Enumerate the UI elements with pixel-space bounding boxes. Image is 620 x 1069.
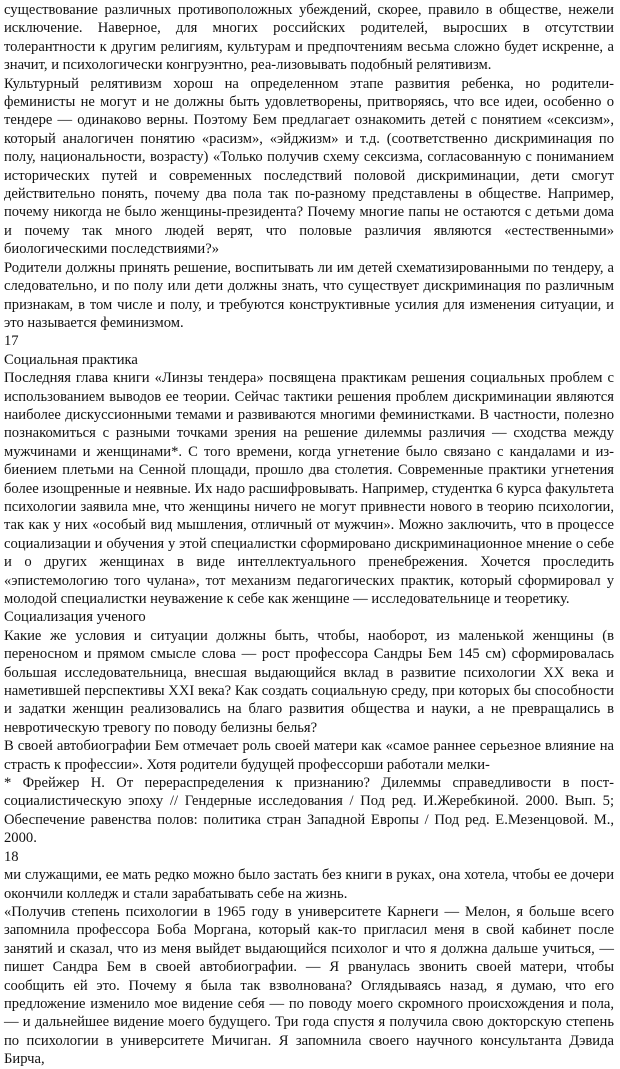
- paragraph-quote-degree: «Получив степень психологии в 1965 году в университете Карнеги — Мелон, я больше всего запомнила профессора Боба Моргана, который как-то пригласил меня в свой кабинет после занятий и сказал, что из меня выйдет выдающийся психолог и что я должна дальше учиться, — пишет Сандра Бем в своей автобиографии. — Я рванулась звонить своей матери, чтобы сообщить ей это. Почему я была так взволнована? Оглядываясь назад, я думаю, что его предложение изменило мое видение себя — по поводу моего скромного происхождения и пола, — и дальнейшее видение моего будущего. Три года спустя я получила свою докторскую степень по психологии в университете Мичиган. Я запомнила своего научного консультанта Дэвида Бирча,: [4, 903, 614, 1068]
- section-heading-social-practice: Социальная практика: [4, 351, 138, 368]
- page-number-18: 18: [4, 848, 19, 865]
- paragraph-last-chapter: Последняя глава книги «Линзы тендера» посвящена практикам решения социальных проблем с использованием выводов ее теории. Сейчас тактики решения проблем дискриминации являются наиболее дискуссионными темами и развиваются многими феминистками. В частности, полезно познакомиться с разными точками зрения на решение дилеммы различия — сходства между мужчинами и женщинами*. С того времени, когда угнетение было связано с кандалами и из-биением плетьми на Сенной площади, прошло два столетия. Современные практики угнетения более изощренные и неявные. Их надо расшифровывать. Например, студентка 6 курса факультета психологии заявила мне, что женщины ничего не могут привнести нового в теорию психологии, так как у них «особый вид мышления, отличный от мужчин». Можно заключить, что в процессе социализации и обучения у этой специалистки сформировано дискриминационное мнение о себе и о других женщинах в виде интеллектуального пренебрежения. Хочется проследить «эпистемологию того чулана», тот механизм педагогических практик, который сформировал у молодой специалистки неуважение к себе как женщине — исследовательнице и теоретику.: [4, 370, 614, 607]
- paragraph-autobiography-mother: В своей автобиографии Бем отмечает роль своей матери как «самое раннее серьезное влияние на страсть к профессии». Хотя родители будущей профессорши работали мелки-: [4, 738, 614, 773]
- section-heading-scientist-socialization: Социализация ученого: [4, 609, 146, 626]
- footnote-fraser: * Фрейжер Н. От перераспределения к признанию? Дилеммы справедливости в пост-социалистическую эпоху // Гендерные исследования / Под ред. И.Жеребкиной. 2000. Вып. 5; Обеспечение равенства полов: политика стран Западной Европы / Под ред. Е.Мезенцовой. М., 2000.: [4, 775, 614, 847]
- paragraph-intro-tolerance: существование различных противоположных убеждений, скорее, правило в обществе, нежели исключение. Наверное, для многих российских родителей, выросших в отсутствии толерантности к другим религиям, культурам и предпочтениям весьма сложно будет искренне, а значит, и психологически конгруэнтно, реа-лизовывать подобный релятивизм.: [4, 2, 614, 74]
- paragraph-parents-decision: Родители должны принять решение, воспитывать ли им детей схематизированными по тендеру, а следовательно, и по полу или дети должны знать, что существует дискриминация по различным признакам, в том числе и полу, и требуются конструктивные усилия для изменения ситуации, и это называется феминизмом.: [4, 259, 614, 331]
- paragraph-cultural-relativism: Культурный релятивизм хорош на определенном этапе развития ребенка, но родители-феминисты не могут и не должны быть удовлетворены, притворяясь, что все идеи, особенно о тендере — одинаково верны. Поэтому Бем предлагает ознакомить детей с понятием «сексизм», который аналогичен понятию «расизм», «эйджизм» и т.д. (соответственно дискриминация по полу, национальности, возрасту) «Только получив схему сексизма, согласованную с пониманием исторических путей и современных последствий половой дискриминации, дети смогут действительно понять, почему два пола так по-разному представлены в обществе. Например, почему никогда не было женщины-президента? Почему многие папы не остаются с детьми дома и почему так много людей верят, что половые различия являются «естественными» биологическими последствиями?»: [4, 75, 614, 258]
- paragraph-conditions-question: Какие же условия и ситуации должны быть, чтобы, наоборот, из маленькой женщины (в переносном и прямом смысле слова — рост профессора Сандры Бем 145 см) сформировалась большая исследовательница, внесшая выдающийся вклад в развитие психологии XX века и наметившей перспективы XXI века? Как создать социальную среду, при которых бы способности и задатки женщин реализовались на благо развития общества и науки, а не превращались в невротическую тревогу по поводу белизны белья?: [4, 627, 614, 736]
- page-number-17: 17: [4, 333, 19, 350]
- paragraph-clerks-continuation: ми служащими, ее мать редко можно было застать без книги в руках, она хотела, чтобы ее дочери окончили колледж и стали зарабатывать себе на жизнь.: [4, 867, 614, 902]
